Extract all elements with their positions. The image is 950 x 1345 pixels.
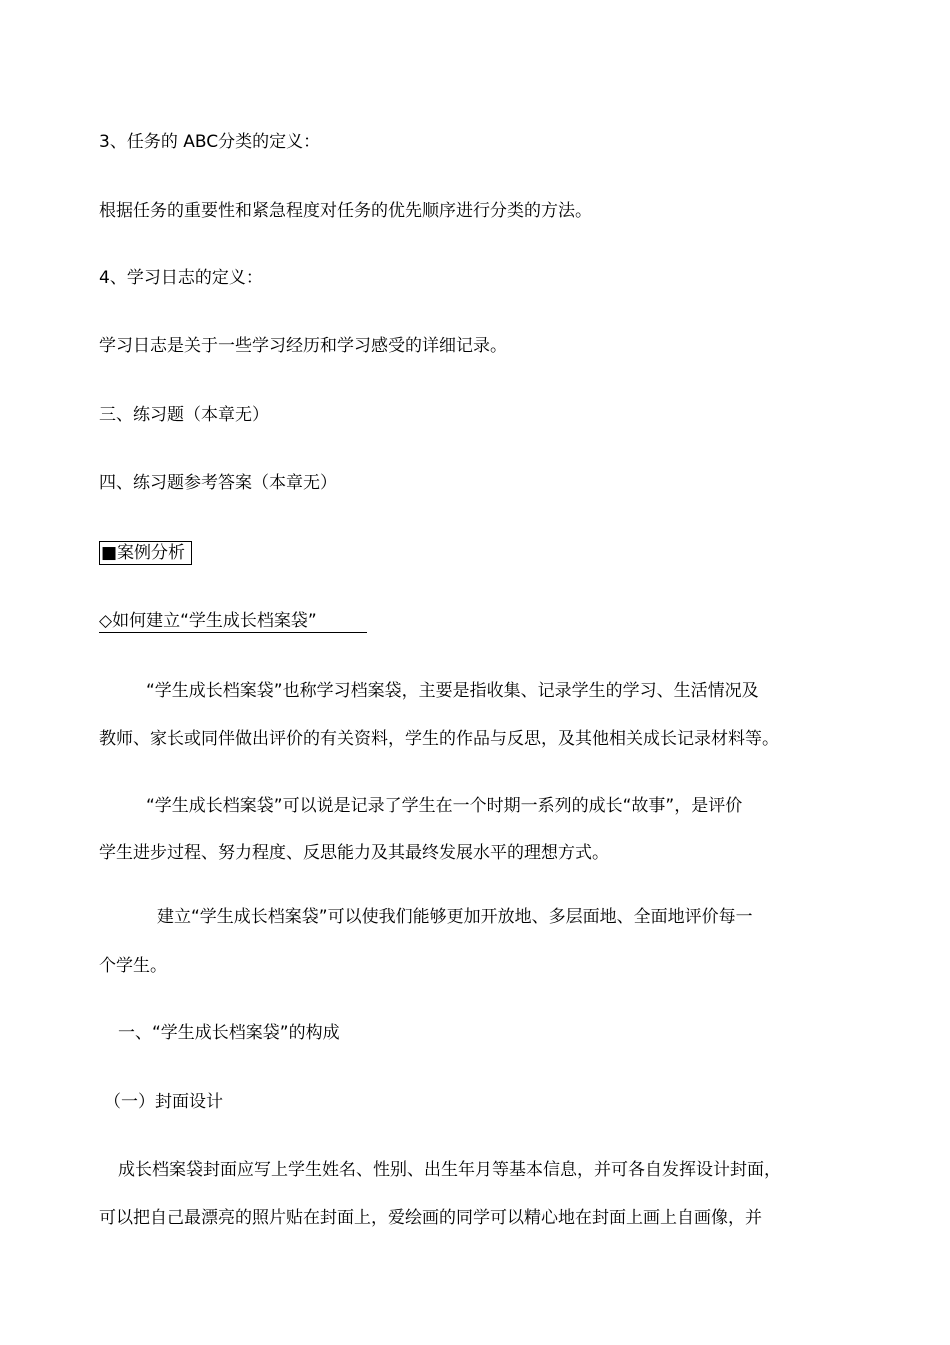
paragraph-4-line-1: 成长档案袋封面应写上学生姓名、性别、出生年月等基本信息，并可各自发挥设计封面， xyxy=(118,1160,781,1180)
paragraph-2-line-1: “学生成长档案袋”可以说是记录了学生在一个时期一系列的成长“故事”，是评价 xyxy=(146,796,743,816)
heading-abc-definition: 3、任务的 ABC分类的定义： xyxy=(99,132,321,152)
paragraph-4-line-2: 可以把自己最漂亮的照片贴在封面上，爱绘画的同学可以精心地在封面上画上自画像，并 xyxy=(99,1208,762,1228)
portfolio-title-label: ◇如何建立“学生成长档案袋” xyxy=(99,610,367,633)
paragraph-2-line-2: 学生进步过程、努力程度、反思能力及其最终发展水平的理想方式。 xyxy=(99,843,609,863)
paragraph-3-line-2: 个学生。 xyxy=(99,956,167,976)
heading-learning-log-definition: 4、学习日志的定义： xyxy=(99,268,263,288)
heading-exercises: 三、练习题（本章无） xyxy=(99,405,269,425)
heading-cover-design: （一）封面设计 xyxy=(104,1092,223,1112)
heading-exercise-answers: 四、练习题参考答案（本章无） xyxy=(99,473,337,493)
paragraph-1-line-2: 教师、家长或同伴做出评价的有关资料，学生的作品与反思，及其他相关成长记录材料等。 xyxy=(99,729,779,749)
heading-portfolio-composition: 一、“学生成长档案袋”的构成 xyxy=(118,1023,340,1043)
section-case-analysis xyxy=(99,541,192,565)
paragraph-3-line-1: 建立“学生成长档案袋”可以使我们能够更加开放地、多层面地、全面地评价每一 xyxy=(157,907,753,927)
paragraph-learning-log-definition: 学习日志是关于一些学习经历和学习感受的详细记录。 xyxy=(99,336,507,356)
paragraph-1-line-1: “学生成长档案袋”也称学习档案袋，主要是指收集、记录学生的学习、生活情况及 xyxy=(146,681,759,701)
paragraph-abc-definition: 根据任务的重要性和紧急程度对任务的优先顺序进行分类的方法。 xyxy=(99,201,592,221)
section-portfolio-title xyxy=(99,610,367,633)
case-analysis-label: ■案例分析 xyxy=(99,541,192,565)
